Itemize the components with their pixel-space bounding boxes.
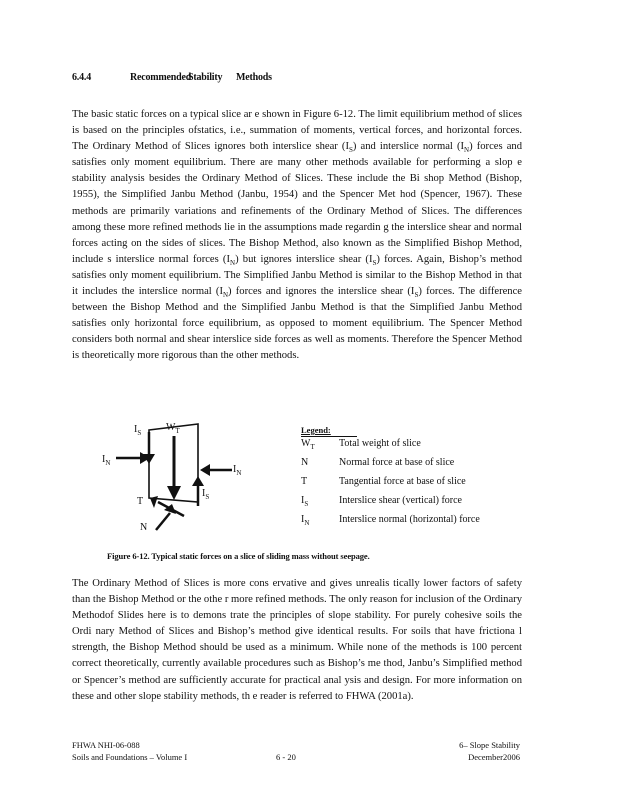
legend-title: Legend:	[301, 425, 331, 435]
legend-row: T Tangential force at base of slice	[301, 476, 466, 487]
label-wt: $W_T$	[166, 422, 180, 435]
label-in-right: $I_N$	[233, 464, 242, 477]
footer-date: December2006	[468, 752, 520, 762]
section-title-word-3: Methods	[236, 72, 272, 83]
label-t: T	[137, 496, 144, 507]
t-arrowhead	[150, 496, 158, 508]
label-n: N	[140, 522, 148, 533]
label-is-top: $I_S$	[134, 424, 142, 437]
slice-force-svg	[96, 418, 296, 548]
figure-legend	[301, 425, 531, 531]
label-is-right: $I_S$	[202, 488, 210, 501]
footer-chapter: 6– Slope Stability	[459, 740, 520, 750]
legend-row: N Normal force at base of slice	[301, 457, 455, 468]
legend-row: $I_S$ Interslice shear (vertical) force	[301, 495, 462, 508]
section-number: 6.4.4	[72, 72, 92, 83]
footer-document-id: FHWA NHI-06-088	[72, 740, 140, 750]
paragraph-forces-methods: The basic static forces on a typical slice ar e shown in Figure 6-12. The limit equilibrium method of slices is based on the principles ofstatics, i.e., summation of moments, vertical forces, and horizontal forces. The Ordinary Method of Slices ignores both interslice shear $(I_S)$ and interslice normal $(I_N)$ forces and satisfies only moment equilibrium. There are many other methods available for performing a slop e stability analysis besides the Ordinary Method of Slices. These include the Bi shop Method (Bishop, 1955), the Simplified Janbu Method (Janbu, 1954) and the Spencer Met hod (Spencer, 1967). These methods are primarily variations and refinements of the Ordinary Method of Slices. The differences among these more refined methods lie in the assumptions made regardin g the interslice shear and normal forces acting on the sides of slices. The Bishop Method, also known as the Simplified Bishop Method, include s interslice normal forces $(I_N)$ but ignores interslice shear $(I_S)$ forces. Again, Bishop’s method satisfies only moment equilibrium. The Simplified Janbu Method is similar to the Bishop Method in that it includes the interslice normal $(I_N)$ forces and ignores the interslice shear $(I_S)$ forces. The difference between the Bishop Method and the Simplified Janbu Method is that the Simplified Janbu Method satisfies only horizontal force equilibrium, as opposed to moment equilibrium. The Spencer Method considers both normal and shear interslice side forces as well as moments. Therefore the Spencer Method is theoretically more rigorous than the other methods.	[72, 109, 523, 362]
section-title-word-1: Recommended	[130, 72, 192, 83]
legend-title-underline	[301, 436, 357, 437]
footer-volume: Soils and Foundations – Volume I	[72, 752, 188, 762]
legend-row: $I_N$ Interslice normal (horizontal) force	[301, 514, 480, 527]
footer-page-number: 6 - 20	[276, 752, 296, 762]
section-title-word-2: Stability	[188, 72, 223, 83]
in-right-arrowhead	[200, 464, 210, 476]
figure-caption: Figure 6-12. Typical static forces on a slice of sliding mass without seepage.	[107, 551, 370, 561]
n-arrow-shaft	[156, 513, 170, 530]
section-heading	[72, 72, 272, 83]
legend-row: $W_T$ Total weight of slice	[301, 438, 421, 451]
label-in-left: $I_N$	[102, 454, 111, 467]
slice-force-diagram	[96, 418, 296, 548]
is-right-arrowhead	[192, 476, 204, 486]
paragraph-ordinary-method: The Ordinary Method of Slices is more cons ervative and gives unrealis tically lower factors of safety than the Bishop Method or the othe r more refined methods. The only reason for inclusion of the Ordinary Methodof Slides here is to demons trate the principles of slope stability. For purely cohesive soils the Ordi nary Method of Slices and Bishop’s method give identical results. For soils that have frictiona l strength, the Bishop Method should be used as a minimum. While none of the methods is 100 percent correct theoretically, currently available procedures such as Bishop’s me thod, Janbu’s Simplified method or Spencer’s method are sufficiently accurate for practical anal ysis and design. For more information on these and other slope stability methods, th e reader is referred to FHWA (2001a).	[72, 578, 522, 702]
wt-arrowhead	[167, 486, 181, 500]
